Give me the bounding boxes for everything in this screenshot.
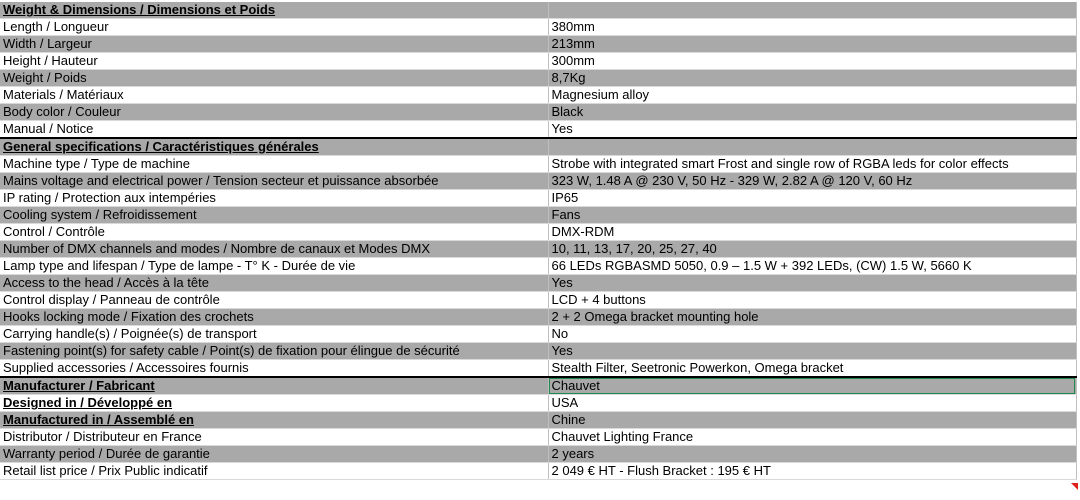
spec-value-cell[interactable]: LCD + 4 buttons [548, 292, 1076, 309]
spec-row [0, 326, 1076, 343]
spec-value-cell[interactable]: 300mm [548, 53, 1076, 70]
section-header-row [0, 2, 1076, 19]
spec-label-cell[interactable]: Mains voltage and electrical power / Tension secteur et puissance absorbée [0, 173, 548, 190]
spec-label-cell[interactable]: Manufactured in / Assemblé en [0, 412, 548, 429]
spec-label-cell[interactable]: Carrying handle(s) / Poignée(s) de transport [0, 326, 548, 343]
spec-label-cell[interactable]: General specifications / Caractéristiques générales [0, 138, 548, 156]
spec-label-cell[interactable]: IP rating / Protection aux intempéries [0, 190, 548, 207]
spec-label-cell[interactable]: Supplied accessories / Accessoires fournis [0, 360, 548, 378]
spec-row [0, 241, 1076, 258]
spec-value-cell[interactable]: DMX-RDM [548, 224, 1076, 241]
spec-row [0, 463, 1076, 480]
spec-value-cell[interactable]: No [548, 326, 1076, 343]
spec-label-cell[interactable]: Materials / Matériaux [0, 87, 548, 104]
spec-label-cell[interactable]: Cooling system / Refroidissement [0, 207, 548, 224]
spec-value-cell[interactable]: 66 LEDs RGBASMD 5050, 0.9 – 1.5 W + 392 LEDs, (CW) 1.5 W, 5660 K [548, 258, 1076, 275]
spec-row [0, 190, 1076, 207]
spec-value-cell[interactable]: Yes [548, 275, 1076, 292]
spec-value-cell[interactable]: IP65 [548, 190, 1076, 207]
comment-marker-icon[interactable] [1071, 483, 1078, 490]
spec-value-cell[interactable]: 2 + 2 Omega bracket mounting hole [548, 309, 1076, 326]
spec-value-cell[interactable]: 2 049 € HT - Flush Bracket : 195 € HT [548, 463, 1076, 480]
spec-row [0, 104, 1076, 121]
section-header-row [0, 412, 1076, 429]
spec-table [0, 2, 1077, 480]
spec-value-cell[interactable]: Chauvet Lighting France [548, 429, 1076, 446]
spec-label-cell[interactable]: Width / Largeur [0, 36, 548, 53]
spec-value-cell[interactable]: USA [548, 395, 1076, 412]
spec-value-cell[interactable]: 8,7Kg [548, 70, 1076, 87]
spec-label-cell[interactable]: Hooks locking mode / Fixation des crochets [0, 309, 548, 326]
spec-row [0, 446, 1076, 463]
spec-row [0, 36, 1076, 53]
spec-label-cell[interactable]: Manufacturer / Fabricant [0, 377, 548, 395]
spec-label-cell[interactable]: Weight / Poids [0, 70, 548, 87]
spec-row [0, 19, 1076, 36]
spec-row [0, 53, 1076, 70]
spec-value-cell[interactable]: Fans [548, 207, 1076, 224]
spec-value-cell[interactable]: Stealth Filter, Seetronic Powerkon, Omega bracket [548, 360, 1076, 378]
spec-row [0, 292, 1076, 309]
spec-label-cell[interactable]: Fastening point(s) for safety cable / Point(s) de fixation pour élingue de sécurité [0, 343, 548, 360]
section-header-row [0, 395, 1076, 412]
spec-label-cell[interactable]: Distributor / Distributeur en France [0, 429, 548, 446]
spec-label-cell[interactable]: Control display / Panneau de contrôle [0, 292, 548, 309]
spec-label-cell[interactable]: Body color / Couleur [0, 104, 548, 121]
spec-row [0, 121, 1076, 139]
spec-label-cell[interactable]: Manual / Notice [0, 121, 548, 139]
spec-value-cell[interactable] [548, 2, 1076, 19]
spec-value-cell[interactable]: Chine [548, 412, 1076, 429]
spec-label-cell[interactable]: Height / Hauteur [0, 53, 548, 70]
spec-label-cell[interactable]: Weight & Dimensions / Dimensions et Poids [0, 2, 548, 19]
spec-value-cell[interactable]: 10, 11, 13, 17, 20, 25, 27, 40 [548, 241, 1076, 258]
spec-value-cell[interactable] [548, 138, 1076, 156]
spec-value-cell[interactable]: 323 W, 1.48 A @ 230 V, 50 Hz - 329 W, 2.82 A @ 120 V, 60 Hz [548, 173, 1076, 190]
section-header-row [0, 138, 1076, 156]
spec-table-body [0, 2, 1076, 480]
spec-label-cell[interactable]: Retail list price / Prix Public indicatif [0, 463, 548, 480]
spec-row [0, 258, 1076, 275]
spec-value-cell[interactable]: 2 years [548, 446, 1076, 463]
spec-row [0, 156, 1076, 173]
spec-row [0, 207, 1076, 224]
spec-row [0, 224, 1076, 241]
section-header-row [0, 377, 1076, 395]
spec-value-cell[interactable]: 380mm [548, 19, 1076, 36]
spec-row [0, 70, 1076, 87]
spec-value-cell[interactable]: Magnesium alloy [548, 87, 1076, 104]
spec-label-cell[interactable]: Length / Longueur [0, 19, 548, 36]
spec-row [0, 343, 1076, 360]
spec-row [0, 87, 1076, 104]
spec-row [0, 173, 1076, 190]
spec-label-cell[interactable]: Lamp type and lifespan / Type de lampe - T° K - Durée de vie [0, 258, 548, 275]
spec-label-cell[interactable]: Designed in / Développé en [0, 395, 548, 412]
spec-row [0, 360, 1076, 378]
spec-label-cell[interactable]: Warranty period / Durée de garantie [0, 446, 548, 463]
spec-label-cell[interactable]: Number of DMX channels and modes / Nombre de canaux et Modes DMX [0, 241, 548, 258]
spec-row [0, 275, 1076, 292]
spec-value-cell[interactable]: Black [548, 104, 1076, 121]
spec-value-cell[interactable]: 213mm [548, 36, 1076, 53]
spec-value-cell[interactable]: Yes [548, 343, 1076, 360]
spec-value-cell[interactable]: Strobe with integrated smart Frost and single row of RGBA leds for color effects [548, 156, 1076, 173]
selected-value-cell[interactable]: Chauvet [548, 377, 1076, 395]
spec-value-cell[interactable]: Yes [548, 121, 1076, 139]
spec-label-cell[interactable]: Machine type / Type de machine [0, 156, 548, 173]
spec-label-cell[interactable]: Access to the head / Accès à la tête [0, 275, 548, 292]
spec-label-cell[interactable]: Control / Contrôle [0, 224, 548, 241]
spec-row [0, 309, 1076, 326]
spec-row [0, 429, 1076, 446]
